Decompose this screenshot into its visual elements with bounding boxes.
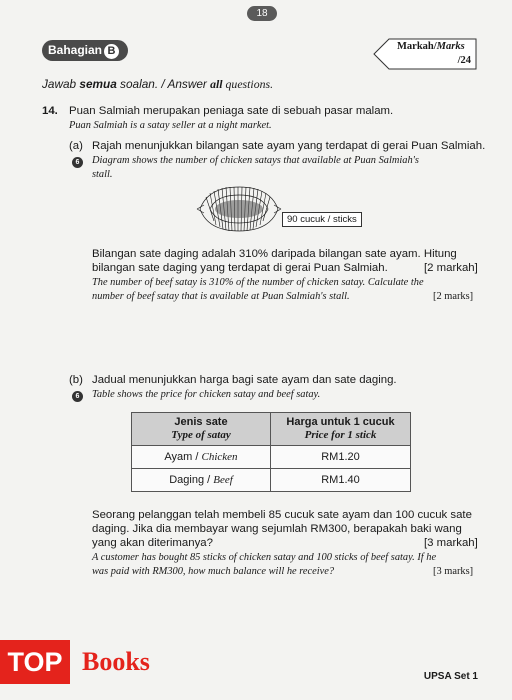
instruction: Jawab semua soalan. / Answer all questions. — [42, 77, 274, 91]
part-b-question-en-1: A customer has bought 85 sticks of chicken satay and 100 sticks of beef satay. If he — [92, 552, 437, 563]
table-row — [132, 469, 411, 492]
marks-box — [373, 38, 477, 70]
footer-label: UPSA Set 1 — [423, 671, 478, 682]
part-b-question-ms-2: daging. Jika dia membayar wang sejumlah RM300, berapakah baki wang — [92, 523, 462, 535]
question-intro-en: Puan Salmiah is a satay seller at a night market. — [69, 120, 272, 131]
marks-total: /24 — [457, 55, 471, 66]
part-b-marks-en: [3 marks] — [433, 566, 474, 577]
table-cell-type: Daging / Beef — [132, 469, 271, 492]
table-cell-type: Ayam / Chicken — [132, 446, 271, 469]
table-header-row — [132, 413, 411, 446]
area-icon: 6 — [72, 391, 83, 402]
part-a-marks-en: [2 marks] — [433, 291, 474, 302]
section-label — [42, 40, 128, 61]
part-b-question-ms-3: yang akan diterimanya? — [92, 537, 213, 549]
part-a-line1-ms: Rajah menunjukkan bilangan sate ayam yang terdapat di gerai Puan Salmiah. — [92, 140, 486, 152]
question-intro-ms: Puan Salmiah merupakan peniaga sate di sebuah pasar malam. — [69, 105, 394, 117]
question-number: 14. — [42, 105, 58, 117]
part-b-question-en-2: was paid with RM300, how much balance will he receive? — [92, 566, 335, 577]
part-b-line-ms: Jadual menunjukkan harga bagi sate ayam dan sate daging. — [92, 374, 397, 386]
part-b-line-en: Table shows the price for chicken satay and beef satay. — [92, 389, 321, 400]
part-a-question-ms-2: bilangan sate daging yang terdapat di gerai Puan Salmiah. — [92, 262, 388, 274]
part-a-line2-en: stall. — [92, 169, 113, 180]
part-a-marks-ms: [2 markah] — [424, 262, 478, 274]
part-b-label: (b) — [69, 374, 83, 386]
sticks-count-label: 90 cucuk / sticks — [282, 212, 362, 227]
page-number: 18 — [247, 6, 277, 21]
price-table — [131, 412, 411, 492]
section-label-text: Bahagian — [48, 43, 103, 57]
topbooks-logo — [0, 636, 180, 700]
part-b-question-ms-1: Seorang pelanggan telah membeli 85 cucuk sate ayam dan 100 cucuk sate — [92, 509, 472, 521]
part-a-question-ms-1: Bilangan sate daging adalah 310% daripada bilangan sate ayam. Hitung — [92, 248, 457, 260]
marks-label: Markah/Marks — [397, 41, 465, 52]
section-letter: B — [104, 44, 119, 59]
table-header-price: Harga untuk 1 cucuk Price for 1 stick — [271, 413, 411, 446]
table-cell-price: RM1.20 — [271, 446, 411, 469]
part-a-question-en-1: The number of beef satay is 310% of the number of chicken satay. Calculate the — [92, 277, 424, 288]
part-a-label: (a) — [69, 140, 83, 152]
logo-top-box: TOP — [0, 640, 70, 684]
satay-bundle-image — [196, 183, 282, 235]
part-b-marks-ms: [3 markah] — [424, 537, 478, 549]
table-cell-price: RM1.40 — [271, 469, 411, 492]
area-icon: 6 — [72, 157, 83, 168]
table-row — [132, 446, 411, 469]
table-header-type: Jenis sate Type of satay — [132, 413, 271, 446]
part-a-line1-en: Diagram shows the number of chicken satays that available at Puan Salmiah's — [92, 155, 419, 166]
logo-books-text: Books — [82, 647, 150, 676]
part-a-question-en-2: number of beef satay that is available at Puan Salmiah's stall. — [92, 291, 350, 302]
